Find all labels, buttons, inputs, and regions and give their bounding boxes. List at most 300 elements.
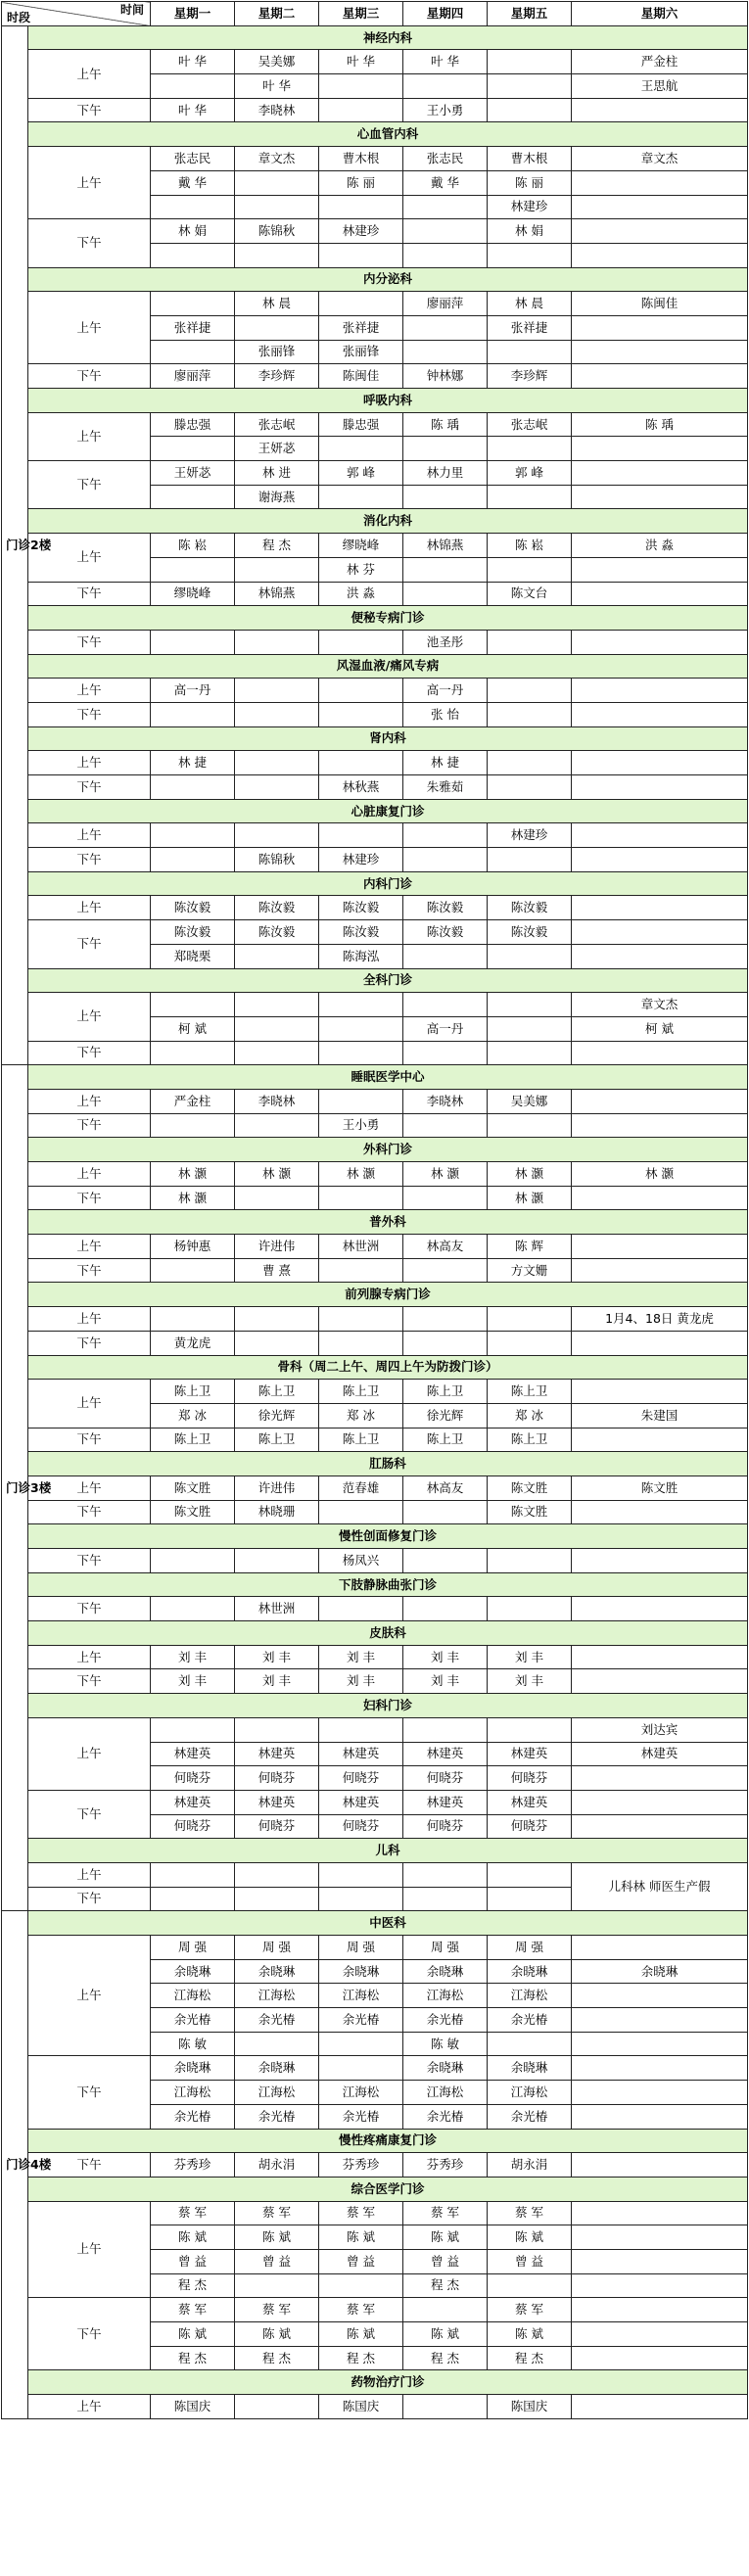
doctor-cell	[403, 315, 488, 340]
doctor-cell	[403, 1258, 488, 1283]
doctor-cell	[572, 1258, 748, 1283]
period-label: 上午	[28, 1307, 151, 1332]
doctor-cell	[488, 485, 572, 509]
doctor-cell: 林建英	[488, 1742, 572, 1766]
doctor-cell: 余光椿	[235, 2104, 319, 2129]
doctor-cell: 余光椿	[319, 2104, 403, 2129]
doctor-cell: 陈汝毅	[235, 896, 319, 920]
doctor-cell	[319, 679, 403, 703]
doctor-cell: 陈国庆	[151, 2395, 235, 2419]
doctor-cell: 余晓琳	[403, 2056, 488, 2081]
doctor-cell	[403, 1549, 488, 1573]
doctor-cell	[403, 1887, 488, 1911]
doctor-cell: 陈闽佳	[572, 292, 748, 316]
doctor-cell: 戴 华	[403, 170, 488, 195]
doctor-cell	[319, 1186, 403, 1210]
schedule-row	[2, 1186, 748, 1210]
doctor-cell	[572, 437, 748, 461]
section-row	[2, 1283, 748, 1307]
doctor-cell: 张志民	[403, 147, 488, 171]
doctor-cell	[151, 1258, 235, 1283]
doctor-cell	[572, 630, 748, 654]
doctor-cell: 林建英	[151, 1742, 235, 1766]
doctor-cell	[488, 1549, 572, 1573]
doctor-cell: 陈文胜	[151, 1500, 235, 1524]
doctor-cell: 何晓芬	[319, 1814, 403, 1839]
period-label: 上午	[28, 1235, 151, 1259]
doctor-cell	[488, 50, 572, 74]
doctor-cell	[488, 1307, 572, 1332]
doctor-cell: 程 杰	[235, 2346, 319, 2370]
doctor-cell: 缪晓峰	[319, 534, 403, 558]
doctor-cell: 陈上卫	[488, 1380, 572, 1404]
doctor-cell: 蔡 军	[488, 2201, 572, 2225]
doctor-cell: 郑 冰	[488, 1403, 572, 1428]
doctor-cell	[403, 2395, 488, 2419]
doctor-cell	[488, 1862, 572, 1887]
period-label: 上午	[28, 2201, 151, 2298]
doctor-cell	[235, 630, 319, 654]
section-row	[2, 2370, 748, 2395]
doctor-cell: 余光椿	[403, 2008, 488, 2033]
doctor-cell: 滕忠强	[319, 412, 403, 437]
department-header: 心脏康复门诊	[28, 799, 748, 823]
doctor-cell	[403, 944, 488, 968]
doctor-cell	[572, 1984, 748, 2008]
doctor-cell	[572, 823, 748, 848]
header-time-label: 时间	[119, 3, 144, 17]
doctor-cell: 张祥捷	[151, 315, 235, 340]
department-header: 药物治疗门诊	[28, 2370, 748, 2395]
doctor-cell: 叶 华	[235, 74, 319, 99]
doctor-cell: 高一丹	[403, 679, 488, 703]
doctor-cell	[151, 702, 235, 726]
schedule-row	[2, 1307, 748, 1332]
period-label: 下午	[28, 219, 151, 267]
department-header: 内科门诊	[28, 871, 748, 896]
doctor-cell: 刘达宾	[572, 1717, 748, 1742]
doctor-cell: 蔡 军	[151, 2298, 235, 2322]
doctor-cell	[403, 1597, 488, 1621]
doctor-cell	[235, 2395, 319, 2419]
department-header: 骨科（周二上午、周四上午为防拨门诊）	[28, 1355, 748, 1380]
doctor-cell: 陈 斌	[235, 2225, 319, 2250]
doctor-cell: 程 杰	[403, 2273, 488, 2298]
doctor-cell: 曾 益	[488, 2249, 572, 2273]
doctor-cell: 刘 丰	[235, 1645, 319, 1669]
doctor-cell: 张志岷	[235, 412, 319, 437]
doctor-cell	[572, 1790, 748, 1814]
doctor-cell: 余光椿	[488, 2008, 572, 2033]
doctor-cell: 谢海燕	[235, 485, 319, 509]
doctor-cell	[488, 630, 572, 654]
doctor-cell: 江海松	[151, 1984, 235, 2008]
doctor-cell	[572, 2322, 748, 2347]
schedule-row	[2, 993, 748, 1017]
schedule-row	[2, 1258, 748, 1283]
doctor-cell	[488, 1887, 572, 1911]
doctor-cell: 林世洲	[319, 1235, 403, 1259]
doctor-cell	[403, 582, 488, 606]
department-header: 外科门诊	[28, 1138, 748, 1162]
doctor-cell: 林建英	[151, 1790, 235, 1814]
section-row	[2, 726, 748, 751]
doctor-cell: 周 强	[403, 1936, 488, 1960]
doctor-cell: 胡永涓	[235, 2153, 319, 2178]
doctor-cell	[572, 775, 748, 800]
doctor-cell	[403, 2298, 488, 2322]
doctor-cell	[572, 2201, 748, 2225]
schedule-row	[2, 920, 748, 945]
header-period-label: 时段	[7, 10, 31, 24]
doctor-cell	[235, 1041, 319, 1065]
doctor-cell	[403, 993, 488, 1017]
schedule-row	[2, 1235, 748, 1259]
doctor-cell: 陈 斌	[403, 2322, 488, 2347]
doctor-cell	[488, 557, 572, 582]
period-label: 下午	[28, 1331, 151, 1355]
doctor-cell	[572, 896, 748, 920]
section-row	[2, 1839, 748, 1863]
doctor-cell: 柯 斌	[572, 1016, 748, 1041]
doctor-cell	[488, 1113, 572, 1138]
doctor-cell: 洪 淼	[319, 582, 403, 606]
doctor-cell	[235, 944, 319, 968]
doctor-cell: 林建英	[319, 1790, 403, 1814]
doctor-cell: 高一丹	[151, 679, 235, 703]
doctor-cell	[572, 848, 748, 872]
doctor-cell: 林锦燕	[403, 534, 488, 558]
doctor-cell: 芬秀珍	[403, 2153, 488, 2178]
section-row	[2, 654, 748, 679]
doctor-cell	[319, 1331, 403, 1355]
doctor-cell	[319, 1041, 403, 1065]
doctor-cell: 江海松	[488, 1984, 572, 2008]
doctor-cell: 张 怡	[403, 702, 488, 726]
doctor-cell: 周 强	[488, 1936, 572, 1960]
doctor-cell: 余晓琳	[403, 1959, 488, 1984]
department-header: 消化内科	[28, 509, 748, 534]
doctor-cell	[572, 364, 748, 389]
doctor-cell: 余晓琳	[151, 1959, 235, 1984]
doctor-cell: 陈 丽	[488, 170, 572, 195]
doctor-cell	[572, 1597, 748, 1621]
doctor-cell: 陈汝毅	[319, 920, 403, 945]
schedule-row	[2, 751, 748, 775]
doctor-cell: 林 娟	[151, 219, 235, 244]
doctor-cell: 曹木根	[319, 147, 403, 171]
doctor-cell: 陈 辉	[488, 1235, 572, 1259]
doctor-cell: 陈 敏	[151, 2032, 235, 2056]
schedule-row	[2, 2201, 748, 2225]
period-label: 下午	[28, 848, 151, 872]
doctor-cell: 林 灏	[235, 1162, 319, 1187]
schedule-row	[2, 1331, 748, 1355]
doctor-cell	[319, 437, 403, 461]
doctor-cell: 陈上卫	[319, 1428, 403, 1452]
doctor-cell	[572, 2225, 748, 2250]
doctor-cell	[488, 437, 572, 461]
doctor-cell	[572, 2346, 748, 2370]
header-day: 星期三	[319, 2, 403, 26]
doctor-cell: 刘 丰	[151, 1669, 235, 1694]
doctor-cell: 蔡 军	[488, 2298, 572, 2322]
doctor-cell: 余晓琳	[572, 1959, 748, 1984]
doctor-cell: 戴 华	[151, 170, 235, 195]
doctor-cell	[235, 1307, 319, 1332]
doctor-cell: 许进伟	[235, 1235, 319, 1259]
doctor-cell: 何晓芬	[235, 1814, 319, 1839]
doctor-cell: 蔡 军	[319, 2298, 403, 2322]
doctor-cell: 林建英	[488, 1790, 572, 1814]
schedule-row	[2, 1669, 748, 1694]
doctor-cell: 江海松	[488, 2081, 572, 2105]
floor-label	[2, 1065, 52, 1911]
doctor-cell: 徐光辉	[235, 1403, 319, 1428]
department-header: 下肢静脉曲张门诊	[28, 1572, 748, 1597]
doctor-cell: 何晓芬	[488, 1766, 572, 1791]
doctor-cell: 林 灏	[151, 1186, 235, 1210]
doctor-cell	[235, 702, 319, 726]
department-header: 神经内科	[28, 25, 748, 50]
doctor-cell: 余光椿	[319, 2008, 403, 2033]
doctor-cell: 洪 淼	[572, 534, 748, 558]
period-label: 下午	[28, 1258, 151, 1283]
doctor-cell	[319, 485, 403, 509]
schedule-row	[2, 364, 748, 389]
doctor-cell	[235, 1016, 319, 1041]
doctor-cell: 芬秀珍	[151, 2153, 235, 2178]
section-row	[2, 871, 748, 896]
schedule-row	[2, 1041, 748, 1065]
schedule-row	[2, 534, 748, 558]
doctor-cell	[151, 292, 235, 316]
doctor-cell	[319, 2056, 403, 2081]
doctor-cell	[572, 557, 748, 582]
schedule-row	[2, 1475, 748, 1500]
doctor-cell: 江海松	[319, 2081, 403, 2105]
doctor-cell	[151, 557, 235, 582]
section-row	[2, 1572, 748, 1597]
schedule-row	[2, 823, 748, 848]
doctor-cell: 陈上卫	[151, 1380, 235, 1404]
doctor-cell: 黄龙虎	[151, 1331, 235, 1355]
doctor-cell: 陈国庆	[488, 2395, 572, 2419]
schedule-row	[2, 1500, 748, 1524]
doctor-cell: 廖丽萍	[403, 292, 488, 316]
doctor-cell	[572, 2008, 748, 2033]
doctor-cell	[572, 340, 748, 364]
doctor-cell	[403, 1186, 488, 1210]
doctor-cell: 陈汝毅	[403, 920, 488, 945]
doctor-cell: 郑 冰	[319, 1403, 403, 1428]
department-header: 普外科	[28, 1210, 748, 1235]
doctor-cell: 叶 华	[151, 50, 235, 74]
section-row	[2, 267, 748, 292]
period-label: 上午	[28, 1089, 151, 1113]
doctor-cell: 程 杰	[235, 534, 319, 558]
doctor-cell: 余光椿	[488, 2104, 572, 2129]
doctor-cell: 何晓芬	[403, 1766, 488, 1791]
section-row	[2, 122, 748, 147]
doctor-cell: 方文姗	[488, 1258, 572, 1283]
doctor-cell	[151, 195, 235, 219]
doctor-cell	[488, 1331, 572, 1355]
doctor-cell: 林秋燕	[319, 775, 403, 800]
doctor-cell: 陈锦秋	[235, 219, 319, 244]
doctor-cell: 李晓林	[235, 1089, 319, 1113]
doctor-cell	[319, 2032, 403, 2056]
section-row	[2, 2129, 748, 2153]
doctor-cell: 余晓琳	[488, 2056, 572, 2081]
doctor-cell: 程 杰	[403, 2346, 488, 2370]
header-day: 星期六	[572, 2, 748, 26]
doctor-cell: 陈闽佳	[319, 364, 403, 389]
period-label: 下午	[28, 2153, 151, 2178]
doctor-cell	[403, 1113, 488, 1138]
doctor-cell: 刘 丰	[403, 1645, 488, 1669]
doctor-cell	[235, 1186, 319, 1210]
doctor-cell	[572, 2056, 748, 2081]
doctor-cell	[319, 823, 403, 848]
doctor-cell: 江海松	[235, 2081, 319, 2105]
doctor-cell	[403, 219, 488, 244]
department-header: 综合医学门诊	[28, 2177, 748, 2201]
period-label: 上午	[28, 1475, 151, 1500]
doctor-cell	[488, 2032, 572, 2056]
doctor-cell: 林建珍	[319, 848, 403, 872]
doctor-cell: 廖丽萍	[151, 364, 235, 389]
schedule-row	[2, 1380, 748, 1404]
doctor-cell: 林建英	[319, 1742, 403, 1766]
schedule-row	[2, 702, 748, 726]
period-label: 下午	[28, 2298, 151, 2370]
period-label: 上午	[28, 679, 151, 703]
doctor-cell	[403, 1862, 488, 1887]
doctor-cell	[151, 243, 235, 267]
doctor-cell: 江海松	[319, 1984, 403, 2008]
doctor-cell: 陈汝毅	[151, 920, 235, 945]
doctor-cell: 王妍苾	[151, 461, 235, 486]
period-label: 下午	[28, 1887, 151, 1911]
doctor-cell: 陈文胜	[151, 1475, 235, 1500]
doctor-cell	[488, 98, 572, 122]
doctor-cell: 胡永涓	[488, 2153, 572, 2178]
schedule-row	[2, 2153, 748, 2178]
doctor-cell: 陈上卫	[235, 1380, 319, 1404]
doctor-cell: 郑 冰	[151, 1403, 235, 1428]
doctor-cell: 叶 华	[403, 50, 488, 74]
doctor-cell: 朱建国	[572, 1403, 748, 1428]
doctor-cell: 林晓珊	[235, 1500, 319, 1524]
doctor-cell: 刘 丰	[151, 1645, 235, 1669]
period-label: 下午	[28, 98, 151, 122]
doctor-cell: 陈 斌	[488, 2225, 572, 2250]
doctor-cell: 章文杰	[572, 993, 748, 1017]
doctor-cell: 陈汝毅	[319, 896, 403, 920]
doctor-cell: 林 晨	[488, 292, 572, 316]
doctor-cell: 王妍苾	[235, 437, 319, 461]
doctor-cell	[572, 1235, 748, 1259]
doctor-cell	[151, 1307, 235, 1332]
doctor-cell	[319, 1307, 403, 1332]
doctor-cell	[488, 340, 572, 364]
doctor-cell	[319, 751, 403, 775]
doctor-cell: 陈汝毅	[488, 920, 572, 945]
section-row	[2, 799, 748, 823]
doctor-cell	[319, 1887, 403, 1911]
schedule-row	[2, 147, 748, 171]
period-label: 下午	[28, 920, 151, 968]
doctor-cell	[572, 2395, 748, 2419]
department-header: 前列腺专病门诊	[28, 1283, 748, 1307]
doctor-cell	[572, 485, 748, 509]
doctor-cell: 江海松	[235, 1984, 319, 2008]
doctor-cell: 曾 益	[403, 2249, 488, 2273]
doctor-cell: 林 捷	[403, 751, 488, 775]
doctor-cell: 林 灏	[319, 1162, 403, 1187]
department-header: 慢性创面修复门诊	[28, 1524, 748, 1549]
schedule-row	[2, 219, 748, 244]
doctor-cell: 林建英	[403, 1742, 488, 1766]
doctor-cell: 陈文胜	[572, 1475, 748, 1500]
department-header: 全科门诊	[28, 968, 748, 993]
doctor-cell	[403, 1500, 488, 1524]
doctor-cell: 陈上卫	[151, 1428, 235, 1452]
doctor-cell: 刘 丰	[488, 1669, 572, 1694]
doctor-cell: 陈文台	[488, 582, 572, 606]
doctor-cell	[235, 195, 319, 219]
doctor-cell	[572, 702, 748, 726]
doctor-cell	[319, 1016, 403, 1041]
doctor-cell: 刘 丰	[319, 1645, 403, 1669]
doctor-cell	[572, 2249, 748, 2273]
doctor-cell: 林建英	[572, 1742, 748, 1766]
period-label: 上午	[28, 993, 151, 1041]
doctor-cell	[572, 1331, 748, 1355]
doctor-cell: 林 捷	[151, 751, 235, 775]
period-label: 下午	[28, 2056, 151, 2129]
schedule-row	[2, 582, 748, 606]
department-header: 心血管内科	[28, 122, 748, 147]
doctor-cell: 曹木根	[488, 147, 572, 171]
doctor-cell: 江海松	[151, 2081, 235, 2105]
doctor-cell	[572, 243, 748, 267]
schedule-row	[2, 2056, 748, 2081]
doctor-cell: 吴美娜	[488, 1089, 572, 1113]
doctor-cell: 蔡 军	[319, 2201, 403, 2225]
doctor-cell: 余晓琳	[488, 1959, 572, 1984]
doctor-cell	[235, 993, 319, 1017]
section-row	[2, 509, 748, 534]
period-label: 上午	[28, 1645, 151, 1669]
doctor-cell: 郭 峰	[319, 461, 403, 486]
doctor-cell	[235, 1113, 319, 1138]
doctor-cell: 陈汝毅	[151, 896, 235, 920]
doctor-cell	[488, 775, 572, 800]
doctor-cell: 周 强	[235, 1936, 319, 1960]
doctor-cell: 何晓芬	[403, 1814, 488, 1839]
header-day: 星期四	[403, 2, 488, 26]
schedule-row	[2, 1597, 748, 1621]
period-label: 上午	[28, 823, 151, 848]
doctor-cell: 陈上卫	[488, 1428, 572, 1452]
doctor-cell: 张丽锋	[235, 340, 319, 364]
doctor-cell: 林建珍	[488, 195, 572, 219]
doctor-cell: 余光椿	[151, 2104, 235, 2129]
period-label: 下午	[28, 1500, 151, 1524]
doctor-cell: 林 灏	[151, 1162, 235, 1187]
